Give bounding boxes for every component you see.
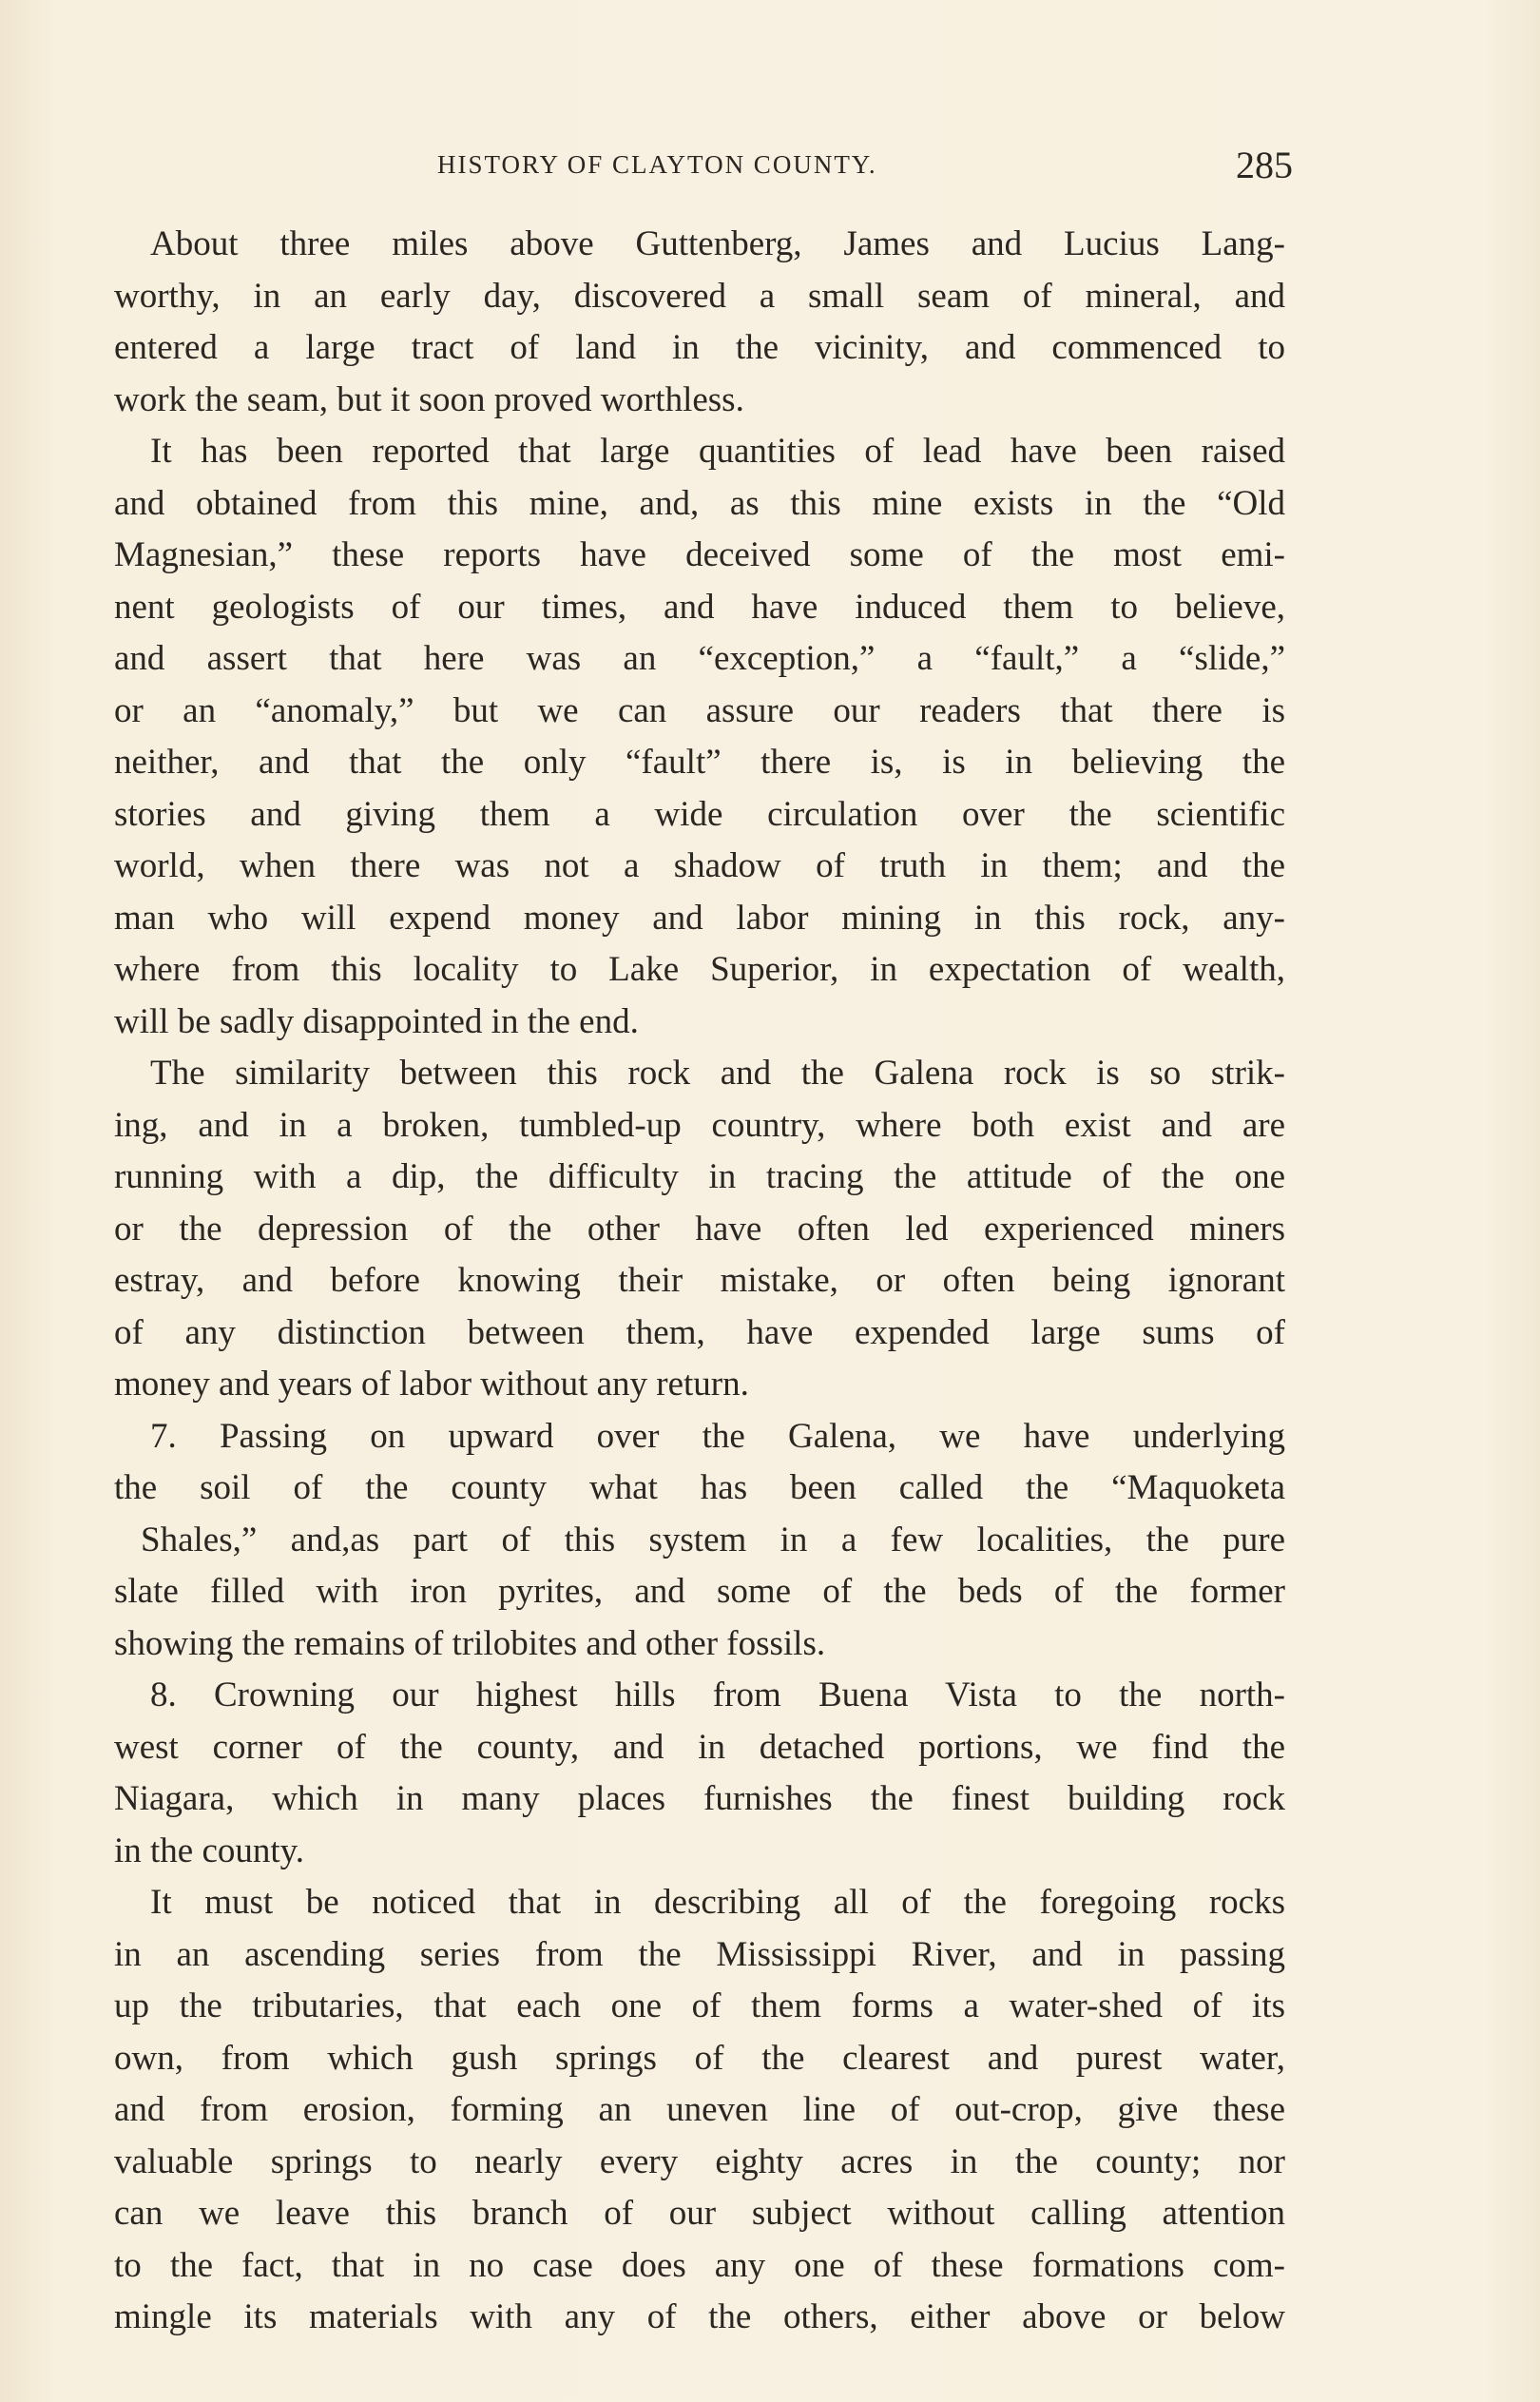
text-line: showing the remains of trilobites and other fossils. xyxy=(114,1623,826,1663)
text-line: to the fact, that in no case does any one of these formations com- xyxy=(114,2245,1285,2285)
text-line: worthy, in an early day, discovered a small seam of mineral, and xyxy=(114,276,1285,316)
text-line: man who will expend money and labor mining in this rock, any- xyxy=(114,898,1285,938)
text-line: the soil of the county what has been called the “Maquoketa xyxy=(114,1468,1285,1507)
text-line: or the depression of the other have often led experienced miners xyxy=(114,1209,1285,1249)
text-line: 7. Passing on upward over the Galena, we have underlying xyxy=(150,1416,1285,1456)
text-line: slate filled with iron pyrites, and some of the beds of the former xyxy=(114,1572,1285,1611)
text-line: money and years of labor without any return. xyxy=(114,1365,749,1404)
text-line: neither, and that the only “fault” there is, is in believing the xyxy=(114,743,1285,782)
text-line: will be sadly disappointed in the end. xyxy=(114,1001,639,1041)
text-line: and from erosion, forming an uneven line of out-crop, give these xyxy=(114,2090,1285,2129)
text-line: west corner of the county, and in detached portions, we find the xyxy=(114,1727,1285,1767)
text-line: mingle its materials with any of the others, either above or below xyxy=(114,2297,1285,2336)
text-line: world, when there was not a shadow of truth in them; and the xyxy=(114,846,1285,885)
text-line: running with a dip, the difficulty in tracing the attitude of the one xyxy=(114,1157,1285,1196)
page-header xyxy=(437,143,1293,200)
page-number: 285 xyxy=(1236,144,1293,186)
text-line: and obtained from this mine, and, as this mine exists in the “Old xyxy=(114,483,1285,523)
text-line: ing, and in a broken, tumbled-up country, where both exist and are xyxy=(114,1105,1285,1145)
running-head: HISTORY OF CLAYTON COUNTY. xyxy=(437,150,877,179)
text-line: Shales,” and,as part of this system in a few localities, the pure xyxy=(141,1520,1285,1559)
text-line: The similarity between this rock and the Galena rock is so strik- xyxy=(150,1054,1285,1093)
text-line: and assert that here was an “exception,” a “fault,” a “slide,” xyxy=(114,639,1285,678)
text-line: stories and giving them a wide circulation over the scientific xyxy=(114,794,1285,834)
text-line: up the tributaries, that each one of them forms a water-shed of its xyxy=(114,1986,1285,2025)
text-line: Niagara, which in many places furnishes the finest building rock xyxy=(114,1779,1285,1818)
text-line: work the seam, but it soon proved worthless. xyxy=(114,379,744,419)
text-line: can we leave this branch of our subject without calling attention xyxy=(114,2194,1285,2233)
text-line: own, from which gush springs of the clearest and purest water, xyxy=(114,2038,1285,2078)
text-line: About three miles above Guttenberg, James and Lucius Lang- xyxy=(150,224,1285,263)
body-text xyxy=(114,219,1285,2344)
text-line: It has been reported that large quantities of lead have been raised xyxy=(150,432,1285,471)
text-line: nent geologists of our times, and have induced them to believe, xyxy=(114,587,1285,627)
text-line: It must be noticed that in describing all of the foregoing rocks xyxy=(150,1883,1285,1922)
text-line: estray, and before knowing their mistake, or often being ignorant xyxy=(114,1261,1285,1300)
text-line: 8. Crowning our highest hills from Buena Vista to the north- xyxy=(150,1676,1285,1714)
text-line: entered a large tract of land in the vicinity, and commenced to xyxy=(114,328,1285,367)
text-line: valuable springs to nearly every eighty acres in the county; nor xyxy=(114,2141,1285,2181)
text-line: where from this locality to Lake Superior, in expectation of wealth, xyxy=(114,950,1285,989)
text-line: in the county. xyxy=(114,1831,305,1870)
text-line: or an “anomaly,” but we can assure our readers that there is xyxy=(114,690,1285,730)
text-line: of any distinction between them, have expended large sums of xyxy=(114,1312,1285,1352)
text-line: in an ascending series from the Mississippi River, and in passing xyxy=(114,1934,1285,1974)
text-line: Magnesian,” these reports have deceived some of the most emi- xyxy=(114,535,1285,574)
